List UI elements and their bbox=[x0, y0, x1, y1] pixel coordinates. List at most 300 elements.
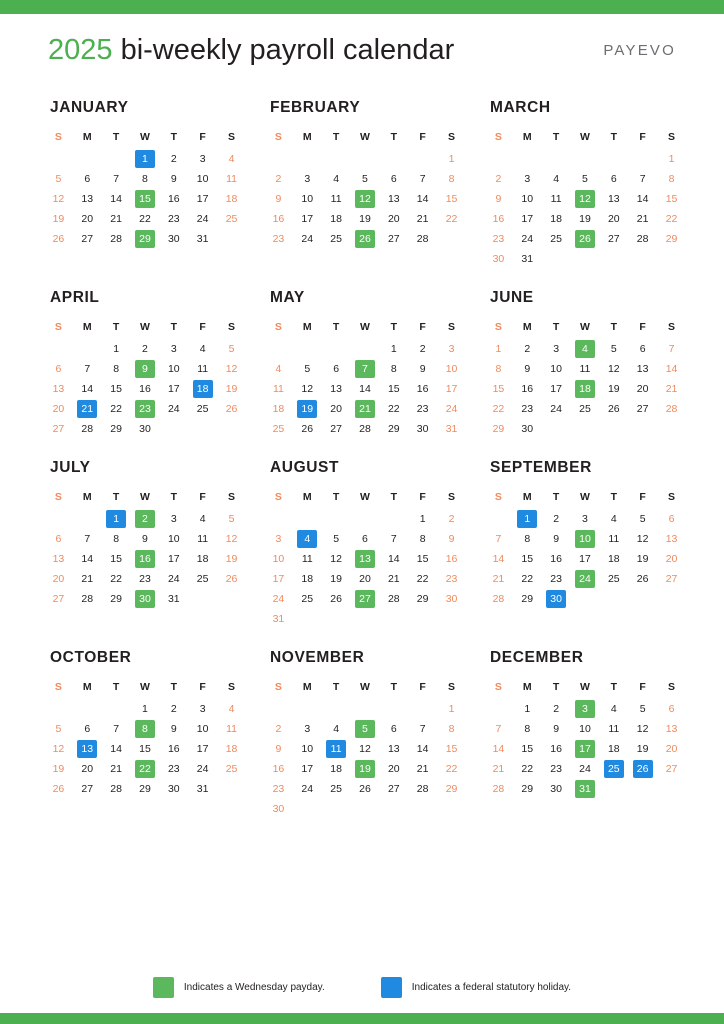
weekday-header: S bbox=[228, 321, 236, 334]
day-cell bbox=[513, 419, 542, 439]
day-cell bbox=[628, 419, 657, 439]
day-cell bbox=[484, 739, 513, 759]
weekday-header: S bbox=[494, 321, 502, 334]
day-cell bbox=[44, 549, 73, 569]
week-row bbox=[264, 549, 466, 569]
day-number: 8 bbox=[524, 533, 531, 546]
day-cell bbox=[188, 589, 217, 609]
weekday-header: S bbox=[668, 491, 676, 504]
day-number: 14 bbox=[359, 383, 371, 396]
day-cell bbox=[599, 169, 628, 189]
day-cell bbox=[484, 399, 513, 419]
day-cell bbox=[322, 759, 351, 779]
week-row bbox=[264, 399, 466, 419]
day-number: 22 bbox=[521, 573, 534, 586]
day-cell bbox=[437, 359, 466, 379]
payday-day: 30 bbox=[135, 590, 155, 608]
day-cell bbox=[542, 739, 571, 759]
legend-item bbox=[381, 977, 571, 998]
day-cell bbox=[351, 799, 380, 819]
payday-day: 9 bbox=[135, 360, 155, 378]
day-number: 25 bbox=[607, 573, 620, 586]
day-number: 31 bbox=[196, 783, 209, 796]
day-cell bbox=[542, 569, 571, 589]
weekday-header: F bbox=[419, 491, 426, 504]
day-number: 4 bbox=[333, 723, 340, 736]
day-number: 2 bbox=[275, 723, 282, 736]
day-cell bbox=[379, 509, 408, 529]
day-cell bbox=[102, 699, 131, 719]
week-row bbox=[484, 419, 686, 439]
day-number: 7 bbox=[668, 343, 675, 356]
month-name: JULY bbox=[50, 459, 91, 477]
weekday-header: S bbox=[668, 131, 676, 144]
day-number: 20 bbox=[665, 553, 678, 566]
day-cell bbox=[351, 719, 380, 739]
day-number: 1 bbox=[390, 343, 397, 356]
weekday-header: S bbox=[448, 491, 456, 504]
day-cell bbox=[293, 149, 322, 169]
weekday-header: W bbox=[579, 491, 590, 504]
day-number: 31 bbox=[272, 613, 285, 626]
month-table bbox=[264, 129, 466, 249]
day-cell bbox=[408, 699, 437, 719]
day-number: 9 bbox=[419, 363, 426, 376]
day-cell bbox=[484, 779, 513, 799]
day-cell bbox=[322, 379, 351, 399]
day-cell bbox=[102, 509, 131, 529]
payday-day: 12 bbox=[355, 190, 375, 208]
day-cell bbox=[484, 549, 513, 569]
day-number: 25 bbox=[196, 403, 209, 416]
day-number: 18 bbox=[330, 763, 342, 776]
day-cell bbox=[484, 209, 513, 229]
day-cell bbox=[264, 589, 293, 609]
day-cell bbox=[217, 339, 246, 359]
day-number: 19 bbox=[359, 213, 371, 226]
day-cell bbox=[293, 549, 322, 569]
day-cell bbox=[571, 759, 600, 779]
day-number: 16 bbox=[550, 743, 562, 756]
day-number: 23 bbox=[492, 233, 505, 246]
day-number: 15 bbox=[445, 193, 458, 206]
week-row bbox=[264, 149, 466, 169]
day-cell bbox=[44, 379, 73, 399]
weekday-header: M bbox=[82, 681, 92, 694]
day-cell bbox=[217, 419, 246, 439]
day-number: 18 bbox=[272, 403, 285, 416]
day-cell bbox=[484, 529, 513, 549]
day-cell bbox=[44, 779, 73, 799]
day-cell bbox=[628, 229, 657, 249]
day-number: 21 bbox=[81, 573, 94, 586]
weekday-header: M bbox=[302, 321, 312, 334]
day-cell bbox=[159, 779, 188, 799]
day-cell bbox=[217, 509, 246, 529]
day-number: 27 bbox=[665, 763, 678, 776]
day-cell bbox=[73, 779, 102, 799]
weekday-header: T bbox=[390, 491, 397, 504]
day-cell bbox=[571, 379, 600, 399]
day-number: 9 bbox=[142, 533, 148, 546]
day-number: 1 bbox=[113, 343, 120, 356]
day-cell bbox=[293, 529, 322, 549]
day-cell bbox=[264, 229, 293, 249]
week-row bbox=[44, 149, 246, 169]
day-number: 28 bbox=[416, 233, 429, 246]
day-number: 16 bbox=[521, 383, 534, 396]
holiday-day: 25 bbox=[604, 760, 624, 778]
day-number: 30 bbox=[139, 423, 151, 436]
week-row bbox=[44, 359, 246, 379]
day-cell bbox=[102, 569, 131, 589]
day-cell bbox=[542, 759, 571, 779]
month-block bbox=[264, 649, 478, 819]
day-cell bbox=[571, 359, 600, 379]
weekday-header: W bbox=[579, 131, 590, 144]
day-number: 24 bbox=[196, 213, 209, 226]
weekday-header: T bbox=[332, 491, 340, 504]
day-number: 5 bbox=[55, 723, 62, 736]
week-row bbox=[264, 509, 466, 529]
weekday-header: W bbox=[139, 131, 150, 144]
holiday-day: 30 bbox=[546, 590, 566, 608]
day-number: 7 bbox=[639, 173, 646, 186]
day-cell bbox=[351, 419, 380, 439]
day-number: 23 bbox=[272, 233, 285, 246]
day-cell bbox=[657, 359, 686, 379]
day-cell bbox=[513, 209, 542, 229]
day-cell bbox=[44, 529, 73, 549]
day-cell bbox=[264, 609, 293, 629]
day-number: 8 bbox=[113, 363, 120, 376]
day-cell bbox=[542, 379, 571, 399]
day-cell bbox=[628, 189, 657, 209]
week-row bbox=[484, 229, 686, 249]
weekday-header: S bbox=[274, 131, 282, 144]
day-cell bbox=[188, 169, 217, 189]
week-row bbox=[264, 379, 466, 399]
day-cell bbox=[159, 359, 188, 379]
day-cell bbox=[599, 229, 628, 249]
week-row bbox=[44, 529, 246, 549]
day-cell bbox=[322, 529, 351, 549]
day-cell bbox=[293, 379, 322, 399]
day-cell bbox=[408, 739, 437, 759]
day-number: 20 bbox=[81, 763, 94, 776]
day-cell bbox=[628, 249, 657, 269]
month-name: AUGUST bbox=[270, 459, 340, 477]
day-number: 1 bbox=[524, 703, 531, 716]
day-number: 23 bbox=[272, 783, 285, 796]
day-number: 2 bbox=[553, 513, 560, 526]
day-cell bbox=[599, 549, 628, 569]
day-number: 2 bbox=[495, 173, 502, 186]
day-cell bbox=[484, 589, 513, 609]
day-cell bbox=[44, 229, 73, 249]
day-number: 15 bbox=[416, 553, 429, 566]
day-cell bbox=[599, 529, 628, 549]
day-cell bbox=[408, 229, 437, 249]
day-number: 9 bbox=[170, 723, 177, 736]
day-cell bbox=[264, 209, 293, 229]
day-cell bbox=[131, 419, 160, 439]
day-cell bbox=[293, 169, 322, 189]
day-cell bbox=[542, 419, 571, 439]
holiday-day: 1 bbox=[135, 150, 155, 168]
month-block bbox=[484, 459, 698, 629]
day-cell bbox=[293, 589, 322, 609]
weekday-header: W bbox=[359, 491, 370, 504]
day-number: 30 bbox=[492, 253, 505, 266]
month-block bbox=[44, 649, 258, 819]
day-cell bbox=[322, 799, 351, 819]
day-cell bbox=[264, 189, 293, 209]
day-cell bbox=[73, 229, 102, 249]
day-cell bbox=[379, 779, 408, 799]
day-cell bbox=[102, 719, 131, 739]
day-cell bbox=[628, 719, 657, 739]
day-cell bbox=[657, 589, 686, 609]
day-cell bbox=[264, 419, 293, 439]
day-cell bbox=[542, 169, 571, 189]
day-number: 14 bbox=[665, 363, 678, 376]
day-cell bbox=[513, 149, 542, 169]
payday-day: 26 bbox=[355, 230, 375, 248]
day-cell bbox=[437, 699, 466, 719]
brand-logo: PAYEVO bbox=[603, 42, 676, 59]
day-cell bbox=[44, 719, 73, 739]
day-number: 24 bbox=[301, 233, 314, 246]
weekday-header: S bbox=[274, 491, 282, 504]
payday-day: 22 bbox=[135, 760, 155, 778]
day-cell bbox=[657, 509, 686, 529]
day-cell bbox=[351, 589, 380, 609]
legend-label: Indicates a Wednesday payday. bbox=[183, 982, 325, 993]
day-number: 1 bbox=[142, 703, 148, 716]
day-cell bbox=[379, 209, 408, 229]
day-number: 3 bbox=[170, 343, 177, 356]
day-number: 25 bbox=[301, 593, 314, 606]
weekday-header: W bbox=[359, 681, 370, 694]
payday-day: 19 bbox=[355, 760, 375, 778]
weekday-header: W bbox=[359, 131, 370, 144]
day-cell bbox=[484, 719, 513, 739]
month-table bbox=[484, 319, 686, 439]
day-cell bbox=[188, 339, 217, 359]
day-number: 30 bbox=[521, 423, 534, 436]
day-cell bbox=[322, 779, 351, 799]
weekday-header: S bbox=[274, 681, 282, 694]
weekday-header: T bbox=[112, 131, 120, 144]
day-number: 29 bbox=[492, 423, 505, 436]
day-cell bbox=[102, 589, 131, 609]
day-cell bbox=[408, 359, 437, 379]
day-number: 25 bbox=[550, 233, 562, 246]
day-cell bbox=[217, 739, 246, 759]
weekday-header: M bbox=[522, 491, 532, 504]
day-cell bbox=[379, 699, 408, 719]
payday-day: 16 bbox=[135, 550, 155, 568]
week-row bbox=[264, 739, 466, 759]
day-number: 8 bbox=[448, 173, 455, 186]
day-number: 19 bbox=[52, 213, 65, 226]
day-cell bbox=[571, 169, 600, 189]
day-cell bbox=[437, 379, 466, 399]
day-cell bbox=[264, 399, 293, 419]
day-cell bbox=[657, 149, 686, 169]
day-number: 8 bbox=[524, 723, 531, 736]
day-number: 10 bbox=[301, 743, 314, 756]
week-row bbox=[44, 379, 246, 399]
day-cell bbox=[44, 149, 73, 169]
day-cell bbox=[408, 589, 437, 609]
day-cell bbox=[513, 719, 542, 739]
day-cell bbox=[379, 759, 408, 779]
day-cell bbox=[657, 759, 686, 779]
day-number: 23 bbox=[167, 763, 180, 776]
day-cell bbox=[73, 569, 102, 589]
day-number: 8 bbox=[390, 363, 397, 376]
day-number: 21 bbox=[110, 213, 122, 226]
day-cell bbox=[484, 379, 513, 399]
top-accent-bar bbox=[0, 0, 724, 14]
day-cell bbox=[628, 739, 657, 759]
day-cell bbox=[322, 549, 351, 569]
day-cell bbox=[379, 569, 408, 589]
day-number: 28 bbox=[110, 233, 122, 246]
day-number: 19 bbox=[607, 383, 620, 396]
day-number: 22 bbox=[665, 213, 678, 226]
day-number: 5 bbox=[228, 513, 235, 526]
payday-day: 7 bbox=[355, 360, 375, 378]
day-number: 17 bbox=[167, 383, 180, 396]
day-cell bbox=[571, 549, 600, 569]
week-row bbox=[484, 339, 686, 359]
day-number: 18 bbox=[330, 213, 342, 226]
day-cell bbox=[513, 589, 542, 609]
page-header bbox=[0, 14, 724, 69]
day-cell bbox=[131, 149, 160, 169]
week-row bbox=[484, 569, 686, 589]
day-number: 8 bbox=[668, 173, 675, 186]
weekday-header: S bbox=[494, 491, 502, 504]
day-number: 16 bbox=[167, 743, 180, 756]
day-cell bbox=[351, 779, 380, 799]
week-row bbox=[44, 739, 246, 759]
day-number: 13 bbox=[387, 743, 400, 756]
day-number: 7 bbox=[419, 173, 426, 186]
day-number: 2 bbox=[275, 173, 282, 186]
day-number: 27 bbox=[330, 423, 342, 436]
day-cell bbox=[159, 169, 188, 189]
payday-day: 15 bbox=[135, 190, 155, 208]
week-row bbox=[264, 229, 466, 249]
day-cell bbox=[293, 359, 322, 379]
day-cell bbox=[159, 399, 188, 419]
day-number: 9 bbox=[275, 743, 282, 756]
day-number: 26 bbox=[301, 423, 314, 436]
day-number: 9 bbox=[524, 363, 531, 376]
day-cell bbox=[44, 759, 73, 779]
week-row bbox=[264, 569, 466, 589]
day-cell bbox=[159, 189, 188, 209]
day-cell bbox=[513, 169, 542, 189]
week-row bbox=[44, 699, 246, 719]
day-number: 17 bbox=[272, 573, 285, 586]
page-title bbox=[48, 32, 454, 69]
day-number: 5 bbox=[582, 173, 588, 186]
day-number: 27 bbox=[81, 783, 94, 796]
day-cell bbox=[322, 509, 351, 529]
day-cell bbox=[351, 339, 380, 359]
day-cell bbox=[379, 549, 408, 569]
day-cell bbox=[73, 379, 102, 399]
week-row bbox=[264, 799, 466, 819]
month-name: MARCH bbox=[490, 99, 551, 117]
day-number: 8 bbox=[495, 363, 502, 376]
day-number: 3 bbox=[304, 723, 311, 736]
weekday-header: W bbox=[139, 681, 150, 694]
month-name: MAY bbox=[270, 289, 305, 307]
day-cell bbox=[264, 379, 293, 399]
day-cell bbox=[437, 169, 466, 189]
day-cell bbox=[102, 189, 131, 209]
weekday-header: T bbox=[170, 321, 177, 334]
day-number: 14 bbox=[387, 553, 400, 566]
day-cell bbox=[44, 699, 73, 719]
day-number: 1 bbox=[495, 343, 502, 356]
day-cell bbox=[131, 509, 160, 529]
day-cell bbox=[264, 699, 293, 719]
day-cell bbox=[379, 529, 408, 549]
day-cell bbox=[351, 529, 380, 549]
day-cell bbox=[73, 149, 102, 169]
day-number: 11 bbox=[272, 383, 284, 396]
day-number: 30 bbox=[550, 783, 562, 796]
weekday-header: S bbox=[494, 131, 502, 144]
day-cell bbox=[159, 719, 188, 739]
day-number: 21 bbox=[416, 213, 429, 226]
day-number: 21 bbox=[416, 763, 429, 776]
day-cell bbox=[188, 149, 217, 169]
day-number: 17 bbox=[550, 383, 562, 396]
day-cell bbox=[293, 189, 322, 209]
day-cell bbox=[159, 419, 188, 439]
day-cell bbox=[379, 799, 408, 819]
day-number: 4 bbox=[228, 153, 235, 166]
day-number: 9 bbox=[495, 193, 502, 206]
day-number: 27 bbox=[665, 573, 678, 586]
legend-label: Indicates a federal statutory holiday. bbox=[411, 982, 572, 993]
day-number: 28 bbox=[636, 233, 649, 246]
day-number: 4 bbox=[199, 343, 206, 356]
month-block bbox=[484, 649, 698, 819]
day-cell bbox=[599, 419, 628, 439]
day-cell bbox=[408, 799, 437, 819]
day-number: 10 bbox=[301, 193, 314, 206]
day-cell bbox=[44, 209, 73, 229]
day-cell bbox=[379, 229, 408, 249]
day-cell bbox=[322, 569, 351, 589]
day-cell bbox=[599, 359, 628, 379]
day-cell bbox=[437, 779, 466, 799]
day-cell bbox=[628, 589, 657, 609]
day-number: 12 bbox=[636, 723, 649, 736]
weekday-header: S bbox=[228, 131, 236, 144]
month-table bbox=[264, 319, 466, 439]
day-cell bbox=[188, 739, 217, 759]
